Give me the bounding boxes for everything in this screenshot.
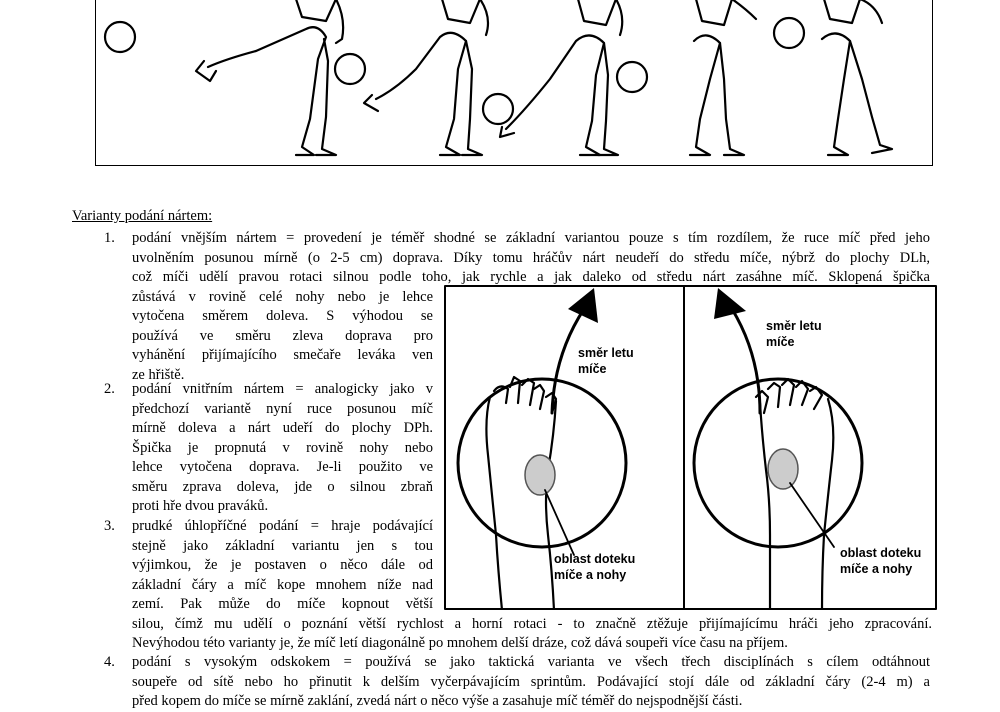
ball-3 bbox=[483, 94, 513, 124]
arrow-head-right bbox=[714, 288, 746, 319]
label-line: oblast doteku bbox=[554, 552, 636, 566]
text-line: podání vnitřním nártem = analogicky jako v bbox=[132, 381, 433, 397]
direction-label-left bbox=[578, 345, 634, 377]
text-line: proti hře dvou praváků. bbox=[132, 498, 269, 514]
text-line: lehce vytočena doprava. Je-li použito ve bbox=[132, 459, 433, 475]
label-line: směr letu bbox=[578, 346, 634, 360]
text-line: podání s vysokým odskokem = používá se jako taktická varianta ve všech třech disciplínách s cílem odtáhnout bbox=[132, 654, 930, 670]
item-2 bbox=[132, 380, 433, 517]
text-line: předchozí variantě nyní ruce posunou míč bbox=[132, 400, 433, 417]
text-line: Špička je propnutá v rovině nohy nebo bbox=[132, 439, 433, 456]
text-line: zemí. Pak může do míče kopnout větší bbox=[132, 596, 433, 612]
label-line: míče bbox=[766, 335, 795, 349]
text-line: před kopem do míče se mírně zaklání, zvedá nárt o něco výše a zasahuje míč téměř do nejspodnější části. bbox=[132, 693, 743, 709]
label-line: míče a nohy bbox=[554, 568, 627, 582]
text-line: což míči udělí pravou rotaci silnou podle toho, jak rychle a jak daleko od středu nárt zasáhne míč. Sklopená špička bbox=[132, 269, 930, 285]
player-4 bbox=[690, 0, 756, 155]
text-line: vyhánění přijímajícího smečaře leváka ven bbox=[132, 347, 433, 363]
text-line: mírně doleva a nárt udeří do plochy DPh. bbox=[132, 420, 433, 436]
contact-label-right bbox=[840, 545, 921, 577]
item-4 bbox=[132, 653, 930, 712]
player-1 bbox=[196, 0, 343, 155]
label-line: směr letu bbox=[766, 319, 822, 333]
ball-4 bbox=[617, 62, 647, 92]
item-number-1: 1. bbox=[104, 230, 115, 246]
player-3 bbox=[500, 0, 622, 155]
contact-area-left bbox=[525, 455, 555, 495]
text-line: ze hřiště. bbox=[132, 366, 185, 383]
text-line: vytočena směrem doleva. S výhodou se bbox=[132, 308, 433, 324]
label-line: oblast doteku bbox=[840, 546, 922, 560]
item-3-full-width bbox=[132, 615, 932, 654]
ball-5 bbox=[774, 18, 804, 48]
player-2 bbox=[364, 0, 488, 155]
text-line: soupeře od sítě nebo ho přinutit k delším vyčerpávajícím sprintům. Podávající stojí dále od základní čáry (2-4 m) a bbox=[132, 673, 930, 690]
item-number-4: 4. bbox=[104, 654, 115, 670]
ball-1 bbox=[105, 22, 135, 52]
arrow-head-left bbox=[568, 288, 598, 323]
item-1-full-width bbox=[132, 229, 930, 288]
section-heading: Varianty podání nártem: bbox=[72, 208, 213, 224]
contact-label-left bbox=[554, 551, 635, 583]
text-line: stejně jako základní variantu jen s tou bbox=[132, 537, 433, 554]
foot-contact-diagram bbox=[444, 285, 937, 610]
label-line: míče bbox=[578, 362, 607, 376]
contact-area-right bbox=[768, 449, 798, 489]
text-line: základní čáry a míč kope mnohem níže nad bbox=[132, 576, 433, 593]
text-line: podání vnějším nártem = provedení je téměř shodné se základní variantou pouze s tím rozdílem, že ruce míč před jeho bbox=[132, 230, 930, 246]
ball-2 bbox=[335, 54, 365, 84]
text-line: používá ve směru zleva doprava pro bbox=[132, 327, 433, 344]
item-1-narrow bbox=[132, 288, 433, 386]
text-line: prudké úhlopříčné podání = hraje podávající bbox=[132, 518, 433, 534]
foot-right bbox=[756, 379, 833, 610]
text-line: uvolněním posunou mírně (o 2-5 cm) doprava. Díky tomu hráčův nárt neudeří do středu míče, nýbrž do plochy DLh, bbox=[132, 249, 930, 266]
text-line: směru zprava doleva, jde o silnou zbraň bbox=[132, 478, 433, 495]
text-line: výjimkou, že je postaven o něco dále od bbox=[132, 557, 433, 573]
text-line: Nevýhodou této varianty je, že míč letí diagonálně po mnohem delší dráze, což dává soupeři více času na příjem. bbox=[132, 635, 788, 651]
kick-sequence-illustration bbox=[95, 0, 933, 166]
label-line: míče a nohy bbox=[840, 562, 913, 576]
item-3-narrow bbox=[132, 517, 433, 615]
text-line: silou, čímž mu udělí o poznání větší rychlost a horní rotaci - to značně ztěžuje přijímajícímu hráči jeho zpracování. bbox=[132, 615, 932, 632]
player-5 bbox=[822, 0, 892, 155]
text-line: zůstává v rovině celé nohy nebo je lehce bbox=[132, 288, 433, 305]
direction-label-right bbox=[766, 318, 822, 350]
item-number-3: 3. bbox=[104, 518, 115, 534]
item-number-2: 2. bbox=[104, 381, 115, 397]
